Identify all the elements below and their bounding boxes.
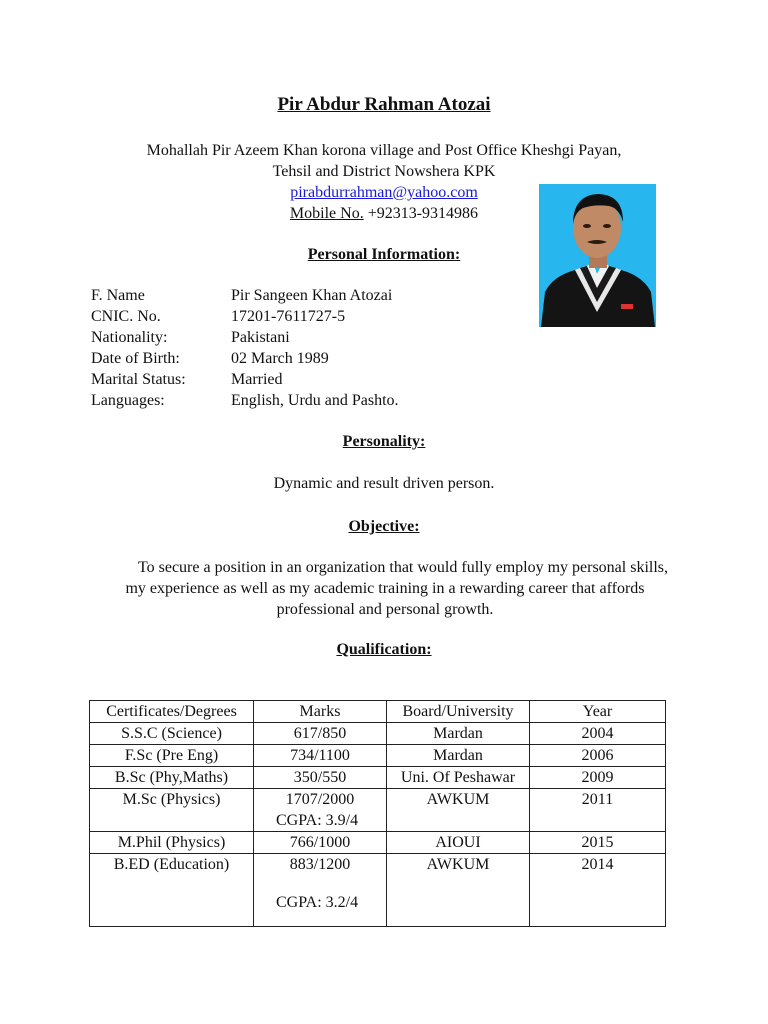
marks-cell xyxy=(254,789,387,832)
marks-line-2: CGPA: 3.9/4 xyxy=(276,812,359,829)
info-label: Nationality: xyxy=(91,329,168,346)
info-value: 17201-7611727-5 xyxy=(231,308,346,325)
degree-cell: B.ED (Education) xyxy=(90,854,254,927)
board-cell: AIOUI xyxy=(387,832,530,854)
degree-cell: S.S.C (Science) xyxy=(90,723,254,745)
info-value: Pir Sangeen Khan Atozai xyxy=(231,287,393,304)
info-value: Married xyxy=(231,371,283,388)
board-cell: AWKUM xyxy=(387,854,530,927)
objective-paragraph: To secure a position in an organization that would fully employ my personal skills, my experience as well as my academic training in a rewarding career that affords professional and personal growth. xyxy=(125,559,669,618)
info-row-nationality xyxy=(91,327,399,348)
table-header-cell: Year xyxy=(530,701,666,723)
table-row xyxy=(90,745,666,767)
qualification-heading: Qualification: xyxy=(336,641,432,658)
personal-info-list xyxy=(91,285,399,411)
degree-cell: M.Sc (Physics) xyxy=(90,789,254,832)
board-cell: Mardan xyxy=(387,745,530,767)
info-row-cnic xyxy=(91,306,399,327)
marks-cell: 734/1100 xyxy=(254,745,387,767)
marks-line-2: CGPA: 3.2/4 xyxy=(276,894,359,911)
objective-text xyxy=(96,557,674,620)
info-label: F. Name xyxy=(91,287,145,304)
info-value: 02 March 1989 xyxy=(231,350,329,367)
table-header-row xyxy=(90,701,666,723)
mobile-value: +92313-9314986 xyxy=(363,205,479,222)
year-cell: 2004 xyxy=(530,723,666,745)
candidate-name: Pir Abdur Rahman Atozai xyxy=(277,94,491,115)
info-row-marital-status xyxy=(91,369,399,390)
table-row xyxy=(90,832,666,854)
marks-line-1: 883/1200 xyxy=(289,856,351,873)
address-line-2: Tehsil and District Nowshera KPK xyxy=(272,163,496,180)
table-row xyxy=(90,767,666,789)
year-cell: 2015 xyxy=(530,832,666,854)
objective-heading: Objective: xyxy=(348,518,420,535)
marks-cell xyxy=(254,854,387,927)
personal-info-heading: Personal Information: xyxy=(307,246,461,263)
personality-text: Dynamic and result driven person. xyxy=(273,475,495,492)
year-cell: 2011 xyxy=(530,789,666,832)
info-row-languages xyxy=(91,390,399,411)
qualification-table xyxy=(89,700,666,927)
marks-cell: 617/850 xyxy=(254,723,387,745)
table-row xyxy=(90,854,666,927)
address-line-1: Mohallah Pir Azeem Khan korona village and Post Office Kheshgi Payan, xyxy=(146,142,622,159)
marks-cell: 766/1000 xyxy=(254,832,387,854)
table-header-cell: Marks xyxy=(254,701,387,723)
degree-cell: M.Phil (Physics) xyxy=(90,832,254,854)
table-header-cell: Board/University xyxy=(387,701,530,723)
degree-cell: F.Sc (Pre Eng) xyxy=(90,745,254,767)
marks-cell: 350/550 xyxy=(254,767,387,789)
personality-heading: Personality: xyxy=(342,433,426,450)
info-label: CNIC. No. xyxy=(91,308,161,325)
marks-line-1: 1707/2000 xyxy=(285,791,355,808)
info-row-dob xyxy=(91,348,399,369)
table-row xyxy=(90,723,666,745)
info-value: Pakistani xyxy=(231,329,290,346)
mobile-label: Mobile No. xyxy=(289,205,364,222)
board-cell: Uni. Of Peshawar xyxy=(387,767,530,789)
board-cell: Mardan xyxy=(387,723,530,745)
table-header-cell: Certificates/Degrees xyxy=(90,701,254,723)
year-cell: 2006 xyxy=(530,745,666,767)
info-value: English, Urdu and Pashto. xyxy=(231,392,399,409)
year-cell: 2009 xyxy=(530,767,666,789)
table-row xyxy=(90,789,666,832)
year-cell: 2014 xyxy=(530,854,666,927)
degree-cell: B.Sc (Phy,Maths) xyxy=(90,767,254,789)
email-text[interactable]: pirabdurrahman@yahoo.com xyxy=(290,184,478,201)
info-label: Date of Birth: xyxy=(91,350,180,367)
info-label: Languages: xyxy=(91,392,165,409)
board-cell: AWKUM xyxy=(387,789,530,832)
info-row-father-name xyxy=(91,285,399,306)
info-label: Marital Status: xyxy=(91,371,186,388)
